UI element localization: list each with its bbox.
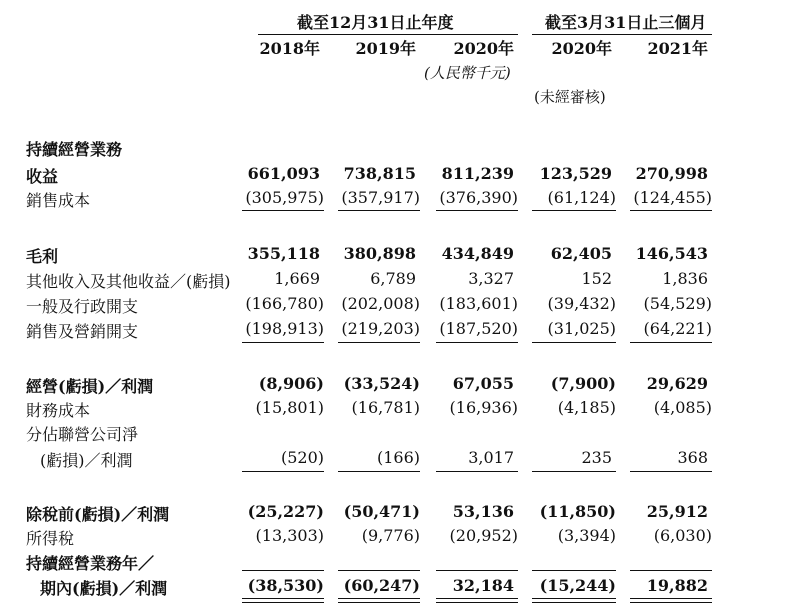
cost-of-sales-q2021: (124,455) [633, 188, 712, 207]
pretax-2018: (25,227) [247, 502, 324, 521]
subtotal-rule-4c [436, 570, 518, 571]
header-col-4: 2020年 [551, 39, 612, 58]
gross-profit-q2020: 62,405 [550, 244, 612, 263]
finance-costs-q2021: (4,085) [653, 398, 712, 417]
subtotal-rule-2e [630, 342, 712, 343]
other-income-q2020: 152 [581, 269, 612, 288]
admin-expenses-q2021: (54,529) [643, 294, 712, 313]
pretax-q2020: (11,850) [539, 502, 616, 521]
income-tax-2018: (13,303) [255, 526, 324, 545]
finance-costs-2020: (16,936) [449, 398, 518, 417]
revenue-2020: 811,239 [441, 164, 514, 183]
associates-2019: (166) [376, 448, 420, 467]
selling-expenses-2018: (198,913) [245, 319, 324, 338]
subtotal-rule-1b [338, 210, 420, 211]
admin-expenses-q2020: (39,432) [547, 294, 616, 313]
pretax-q2021: 25,912 [646, 502, 708, 521]
gross-profit-2018: 355,118 [247, 244, 320, 263]
unit-note: (人民幣千元) [424, 64, 511, 82]
associates-2018: (520) [280, 448, 324, 467]
row-label-income-tax: 所得稅 [26, 529, 75, 548]
continuing-2019: (60,247) [343, 576, 420, 595]
subtotal-rule-4b [338, 570, 420, 571]
operating-2019: (33,524) [343, 374, 420, 393]
income-tax-2020: (20,952) [449, 526, 518, 545]
selling-expenses-q2021: (64,221) [643, 319, 712, 338]
row-label-other-income: 其他收入及其他收益／(虧損) [26, 272, 231, 291]
selling-expenses-q2020: (31,025) [547, 319, 616, 338]
continuing-2020: 32,184 [452, 576, 514, 595]
revenue-q2021: 270,998 [635, 164, 708, 183]
subtotal-rule-3a [242, 471, 324, 472]
operating-2020: 67,055 [452, 374, 514, 393]
row-label-continuing-line2: 期內(虧損)／利潤 [40, 579, 168, 598]
pretax-2019: (50,471) [343, 502, 420, 521]
operating-2018: (8,906) [258, 374, 324, 393]
other-income-q2021: 1,836 [662, 269, 708, 288]
cost-of-sales-q2020: (61,124) [547, 188, 616, 207]
total-double-rule-b [338, 598, 420, 603]
subtotal-rule-3c [436, 471, 518, 472]
gross-profit-2020: 434,849 [441, 244, 514, 263]
selling-expenses-2019: (219,203) [341, 319, 420, 338]
subtotal-rule-4d [532, 570, 616, 571]
row-label-admin-expenses: 一般及行政開支 [26, 297, 139, 316]
admin-expenses-2020: (183,601) [439, 294, 518, 313]
finance-costs-q2020: (4,185) [557, 398, 616, 417]
row-label-operating: 經營(虧損)／利潤 [26, 377, 154, 396]
header-col-3: 2020年 [453, 39, 514, 58]
header-year-underline [258, 34, 518, 35]
admin-expenses-2018: (166,780) [245, 294, 324, 313]
header-col-2: 2019年 [355, 39, 416, 58]
cost-of-sales-2020: (376,390) [439, 188, 518, 207]
subtotal-rule-2c [436, 342, 518, 343]
continuing-q2021: 19,882 [646, 576, 708, 595]
subtotal-rule-2b [338, 342, 420, 343]
section-title: 持續經營業務 [26, 140, 123, 159]
other-income-2018: 1,669 [274, 269, 320, 288]
header-quarter-underline [532, 34, 712, 35]
header-year-group: 截至12月31日止年度 [297, 13, 454, 32]
associates-q2021: 368 [677, 448, 708, 467]
total-double-rule-c [436, 598, 518, 603]
row-label-revenue: 收益 [26, 167, 59, 186]
row-label-continuing-line1: 持續經營業務年／ [26, 554, 155, 573]
operating-q2021: 29,629 [646, 374, 708, 393]
income-tax-q2020: (3,394) [557, 526, 616, 545]
subtotal-rule-3e [630, 471, 712, 472]
associates-q2020: 235 [581, 448, 612, 467]
revenue-2018: 661,093 [247, 164, 320, 183]
unaudited-note: (未經審核) [534, 88, 606, 106]
subtotal-rule-1d [532, 210, 616, 211]
total-double-rule-d [532, 598, 616, 603]
revenue-2019: 738,815 [343, 164, 416, 183]
subtotal-rule-2d [532, 342, 616, 343]
subtotal-rule-3d [532, 471, 616, 472]
operating-q2020: (7,900) [550, 374, 616, 393]
subtotal-rule-3b [338, 471, 420, 472]
gross-profit-q2021: 146,543 [635, 244, 708, 263]
revenue-q2020: 123,529 [539, 164, 612, 183]
row-label-pretax: 除稅前(虧損)／利潤 [26, 505, 170, 524]
header-quarter-group: 截至3月31日止三個月 [545, 13, 707, 32]
header-col-5: 2021年 [647, 39, 708, 58]
row-label-gross-profit: 毛利 [26, 247, 59, 266]
gross-profit-2019: 380,898 [343, 244, 416, 263]
other-income-2019: 6,789 [370, 269, 416, 288]
subtotal-rule-1c [436, 210, 518, 211]
header-col-1: 2018年 [259, 39, 320, 58]
row-label-associates-line1: 分佔聯營公司淨 [26, 425, 139, 444]
subtotal-rule-1e [630, 210, 712, 211]
admin-expenses-2019: (202,008) [341, 294, 420, 313]
income-tax-2019: (9,776) [361, 526, 420, 545]
total-double-rule-a [242, 598, 324, 603]
row-label-associates-line2: (虧損)／利潤 [40, 451, 133, 470]
cost-of-sales-2019: (357,917) [341, 188, 420, 207]
row-label-finance-costs: 財務成本 [26, 401, 91, 420]
subtotal-rule-4e [630, 570, 712, 571]
associates-2020: 3,017 [468, 448, 514, 467]
row-label-selling-expenses: 銷售及營銷開支 [26, 322, 139, 341]
subtotal-rule-1 [242, 210, 324, 211]
finance-costs-2019: (16,781) [351, 398, 420, 417]
selling-expenses-2020: (187,520) [439, 319, 518, 338]
finance-costs-2018: (15,801) [255, 398, 324, 417]
total-double-rule-e [630, 598, 712, 603]
cost-of-sales-2018: (305,975) [245, 188, 324, 207]
pretax-2020: 53,136 [452, 502, 514, 521]
subtotal-rule-4a [242, 570, 324, 571]
income-tax-q2021: (6,030) [653, 526, 712, 545]
other-income-2020: 3,327 [468, 269, 514, 288]
subtotal-rule-2a [242, 342, 324, 343]
row-label-cost-of-sales: 銷售成本 [26, 191, 91, 210]
continuing-2018: (38,530) [247, 576, 324, 595]
continuing-q2020: (15,244) [539, 576, 616, 595]
